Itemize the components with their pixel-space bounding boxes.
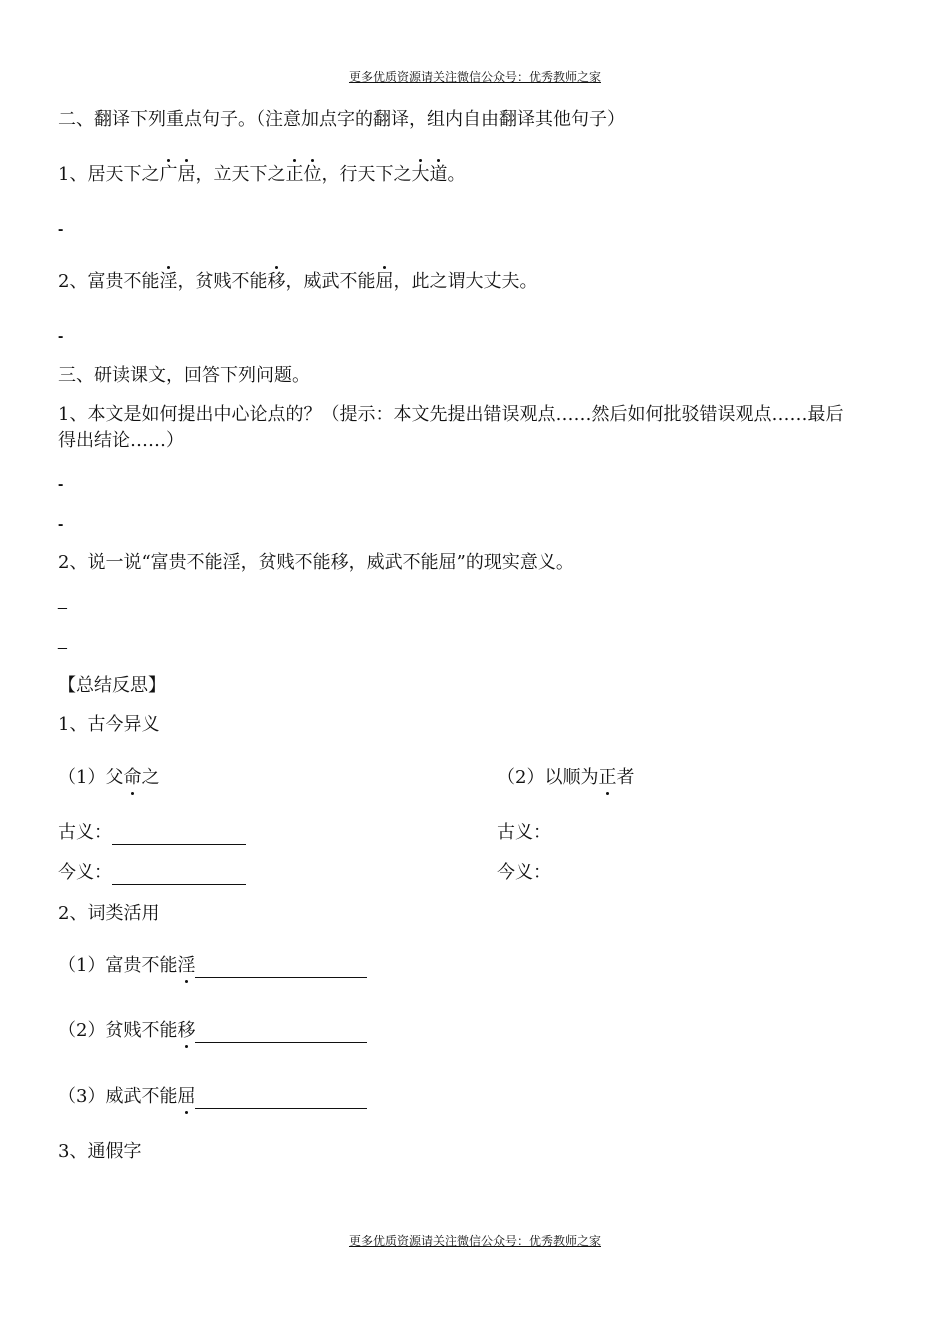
- sentence-text: ，行天下之: [321, 164, 412, 185]
- cilei-heading: 2、词类活用: [58, 903, 160, 924]
- emphasis-char: 淫: [159, 271, 178, 292]
- emphasis-char: 正: [285, 164, 304, 185]
- item-text: （2）以顺为: [497, 767, 599, 788]
- emphasis-char: 位: [303, 164, 322, 185]
- study-question-1: 1、本文是如何提出中心论点的？（提示：本文先提出错误观点……然后如何批驳错误观点……最后: [58, 404, 844, 425]
- emphasis-char: 屈: [177, 1086, 196, 1107]
- gu-label: 古义：: [497, 822, 551, 843]
- emphasis-char: 命: [123, 767, 142, 788]
- sentence-text: ，威武不能: [285, 271, 376, 292]
- sentence-text: ，立天下之: [195, 164, 286, 185]
- emphasis-char: 正: [598, 767, 617, 788]
- cilei-item-1: [58, 954, 367, 978]
- tongjia-heading: 3、通假字: [58, 1141, 142, 1162]
- section-title-translate: 二、翻译下列重点句子。（注意加点字的翻译，组内自由翻译其他句子）: [58, 109, 625, 130]
- fill-blank[interactable]: [195, 1024, 367, 1043]
- gujin-item-1: [58, 766, 159, 790]
- cilei-item-2: [58, 1019, 367, 1043]
- emphasis-char: 广: [159, 164, 178, 185]
- gu-meaning-1: [58, 821, 246, 845]
- jin-meaning-2: [497, 861, 551, 885]
- translate-sentence-2: [58, 270, 537, 294]
- jin-label: 今义：: [58, 862, 112, 883]
- answer-line[interactable]: -: [58, 516, 64, 533]
- item-text: 者: [616, 767, 635, 788]
- emphasis-char: 淫: [177, 955, 196, 976]
- item-text: （1）富贵不能: [58, 955, 178, 976]
- section-title-study: 三、研读课文，回答下列问题。: [58, 365, 310, 386]
- item-text: 之: [141, 767, 160, 788]
- sentence-text: ，此之谓大丈夫。: [393, 271, 538, 292]
- emphasis-char: 屈: [375, 271, 394, 292]
- sentence-text: ，贫贱不能: [177, 271, 268, 292]
- jin-label: 今义：: [497, 862, 551, 883]
- answer-line[interactable]: _: [58, 593, 67, 610]
- question-number: 1、: [58, 164, 88, 185]
- cilei-item-3: [58, 1085, 367, 1109]
- gujin-heading: 1、古今异义: [58, 714, 160, 735]
- summary-title: 【总结反思】: [58, 675, 166, 696]
- answer-line[interactable]: _: [58, 633, 67, 650]
- fill-blank[interactable]: [195, 1090, 367, 1109]
- item-text: （3）威武不能: [58, 1086, 178, 1107]
- gu-meaning-2: [497, 821, 551, 845]
- study-question-2: 2、说一说“富贵不能淫，贫贱不能移，威武不能屈”的现实意义。: [58, 552, 574, 573]
- sentence-text: 富贵不能: [87, 271, 160, 292]
- sentence-text: 居天下之: [87, 164, 160, 185]
- emphasis-char: 大: [411, 164, 430, 185]
- answer-line[interactable]: -: [58, 476, 64, 493]
- page-header: 更多优质资源请关注微信公众号：优秀教师之家: [348, 70, 601, 84]
- gujin-item-2: [497, 766, 634, 790]
- fill-blank[interactable]: [112, 866, 246, 885]
- answer-line[interactable]: -: [58, 221, 64, 238]
- item-text: （1）父: [58, 767, 124, 788]
- translate-sentence-1: [58, 163, 465, 187]
- jin-meaning-1: [58, 861, 246, 885]
- item-text: （2）贫贱不能: [58, 1020, 178, 1041]
- gu-label: 古义：: [58, 822, 112, 843]
- page-footer: 更多优质资源请关注微信公众号：优秀教师之家: [348, 1234, 601, 1248]
- sentence-text: 。: [447, 164, 466, 185]
- fill-blank[interactable]: [195, 959, 367, 978]
- study-question-1-cont: 得出结论……）: [58, 430, 184, 451]
- answer-line[interactable]: -: [58, 328, 64, 345]
- emphasis-char: 移: [177, 1020, 196, 1041]
- fill-blank[interactable]: [112, 826, 246, 845]
- question-number: 2、: [58, 271, 88, 292]
- emphasis-char: 道: [429, 164, 448, 185]
- emphasis-char: 居: [177, 164, 196, 185]
- emphasis-char: 移: [267, 271, 286, 292]
